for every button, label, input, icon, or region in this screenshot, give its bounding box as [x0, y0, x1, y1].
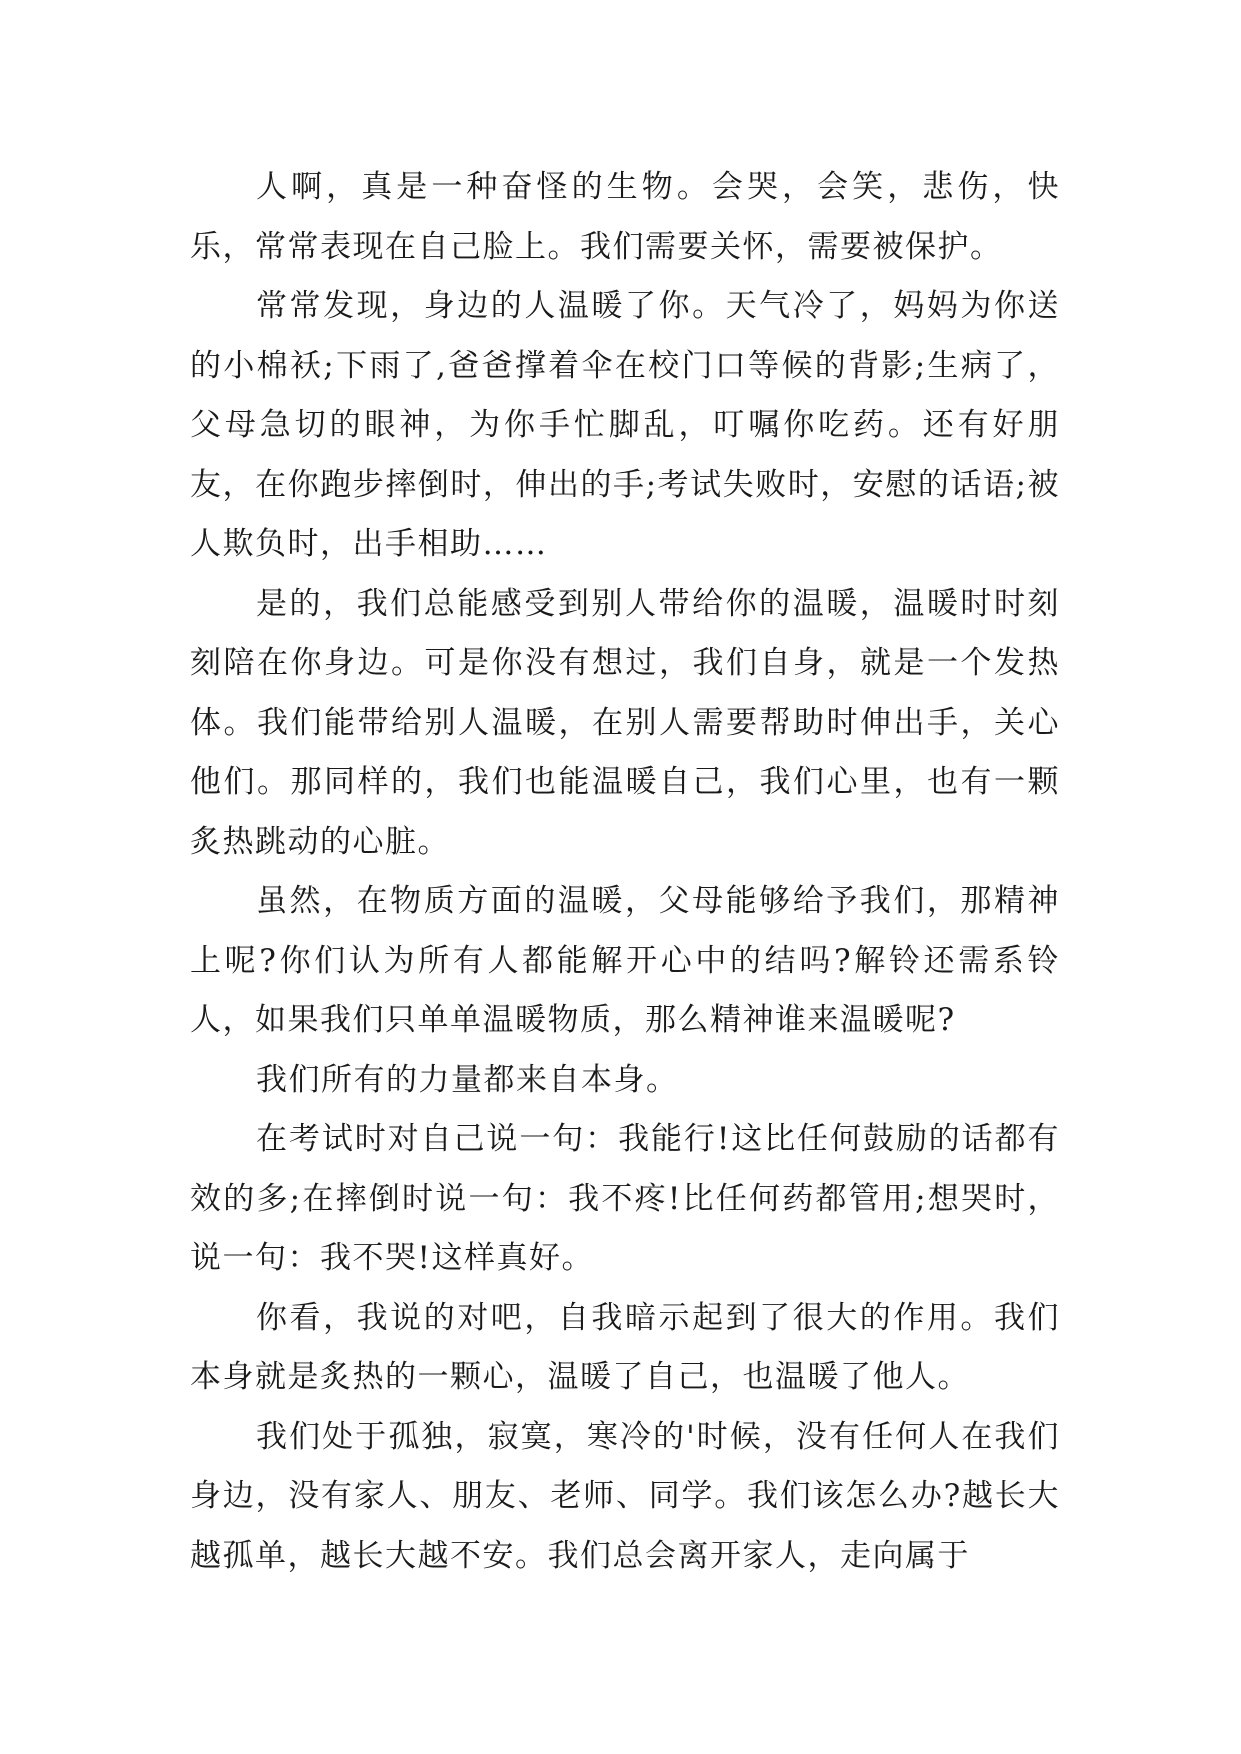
paragraph: 人啊，真是一种奋怪的生物。会哭，会笑，悲伤，快乐，常常表现在自己脸上。我们需要关怀，需要被保护。 [190, 169, 1060, 265]
paragraph: 我们处于孤独，寂寞，寒冷的'时候，没有任何人在我们身边，没有家人、朋友、老师、同学。我们该怎么办?越长大越孤单，越长大越不安。我们总会离开家人，走向属于 [190, 1418, 1060, 1574]
paragraph: 虽然，在物质方面的温暖，父母能够给予我们，那精神上呢?你们认为所有人都能解开心中的结吗?解铃还需系铃人，如果我们只单单温暖物质，那么精神谁来温暖呢? [190, 883, 1060, 1038]
paragraph: 你看，我说的对吧，自我暗示起到了很大的作用。我们本身就是炙热的一颗心，温暖了自己，也温暖了他人。 [190, 1299, 1060, 1395]
paragraph: 在考试时对自己说一句：我能行!这比任何鼓励的话都有效的多;在摔倒时说一句：我不疼!比任何药都管用;想哭时，说一句：我不哭!这样真好。 [190, 1121, 1060, 1276]
paragraph: 是的，我们总能感受到别人带给你的温暖，温暖时时刻刻陪在你身边。可是你没有想过，我们自身，就是一个发热体。我们能带给别人温暖，在别人需要帮助时伸出手，关心他们。那同样的，我们也能温暖自己，我们心里，也有一颗炙热跳动的心脏。 [190, 585, 1060, 860]
paragraph: 我们所有的力量都来自本身。 [256, 1061, 679, 1098]
document-body [190, 158, 1060, 1586]
paragraph: 常常发现，身边的人温暖了你。天气冷了，妈妈为你送的小棉袄;下雨了,爸爸撑着伞在校门口等候的背影;生病了，父母急切的眼神，为你手忙脚乱，叮嘱你吃药。还有好朋友，在你跑步摔倒时，伸出的手;考试失败时，安慰的话语;被人欺负时，出手相助…… [190, 288, 1060, 562]
